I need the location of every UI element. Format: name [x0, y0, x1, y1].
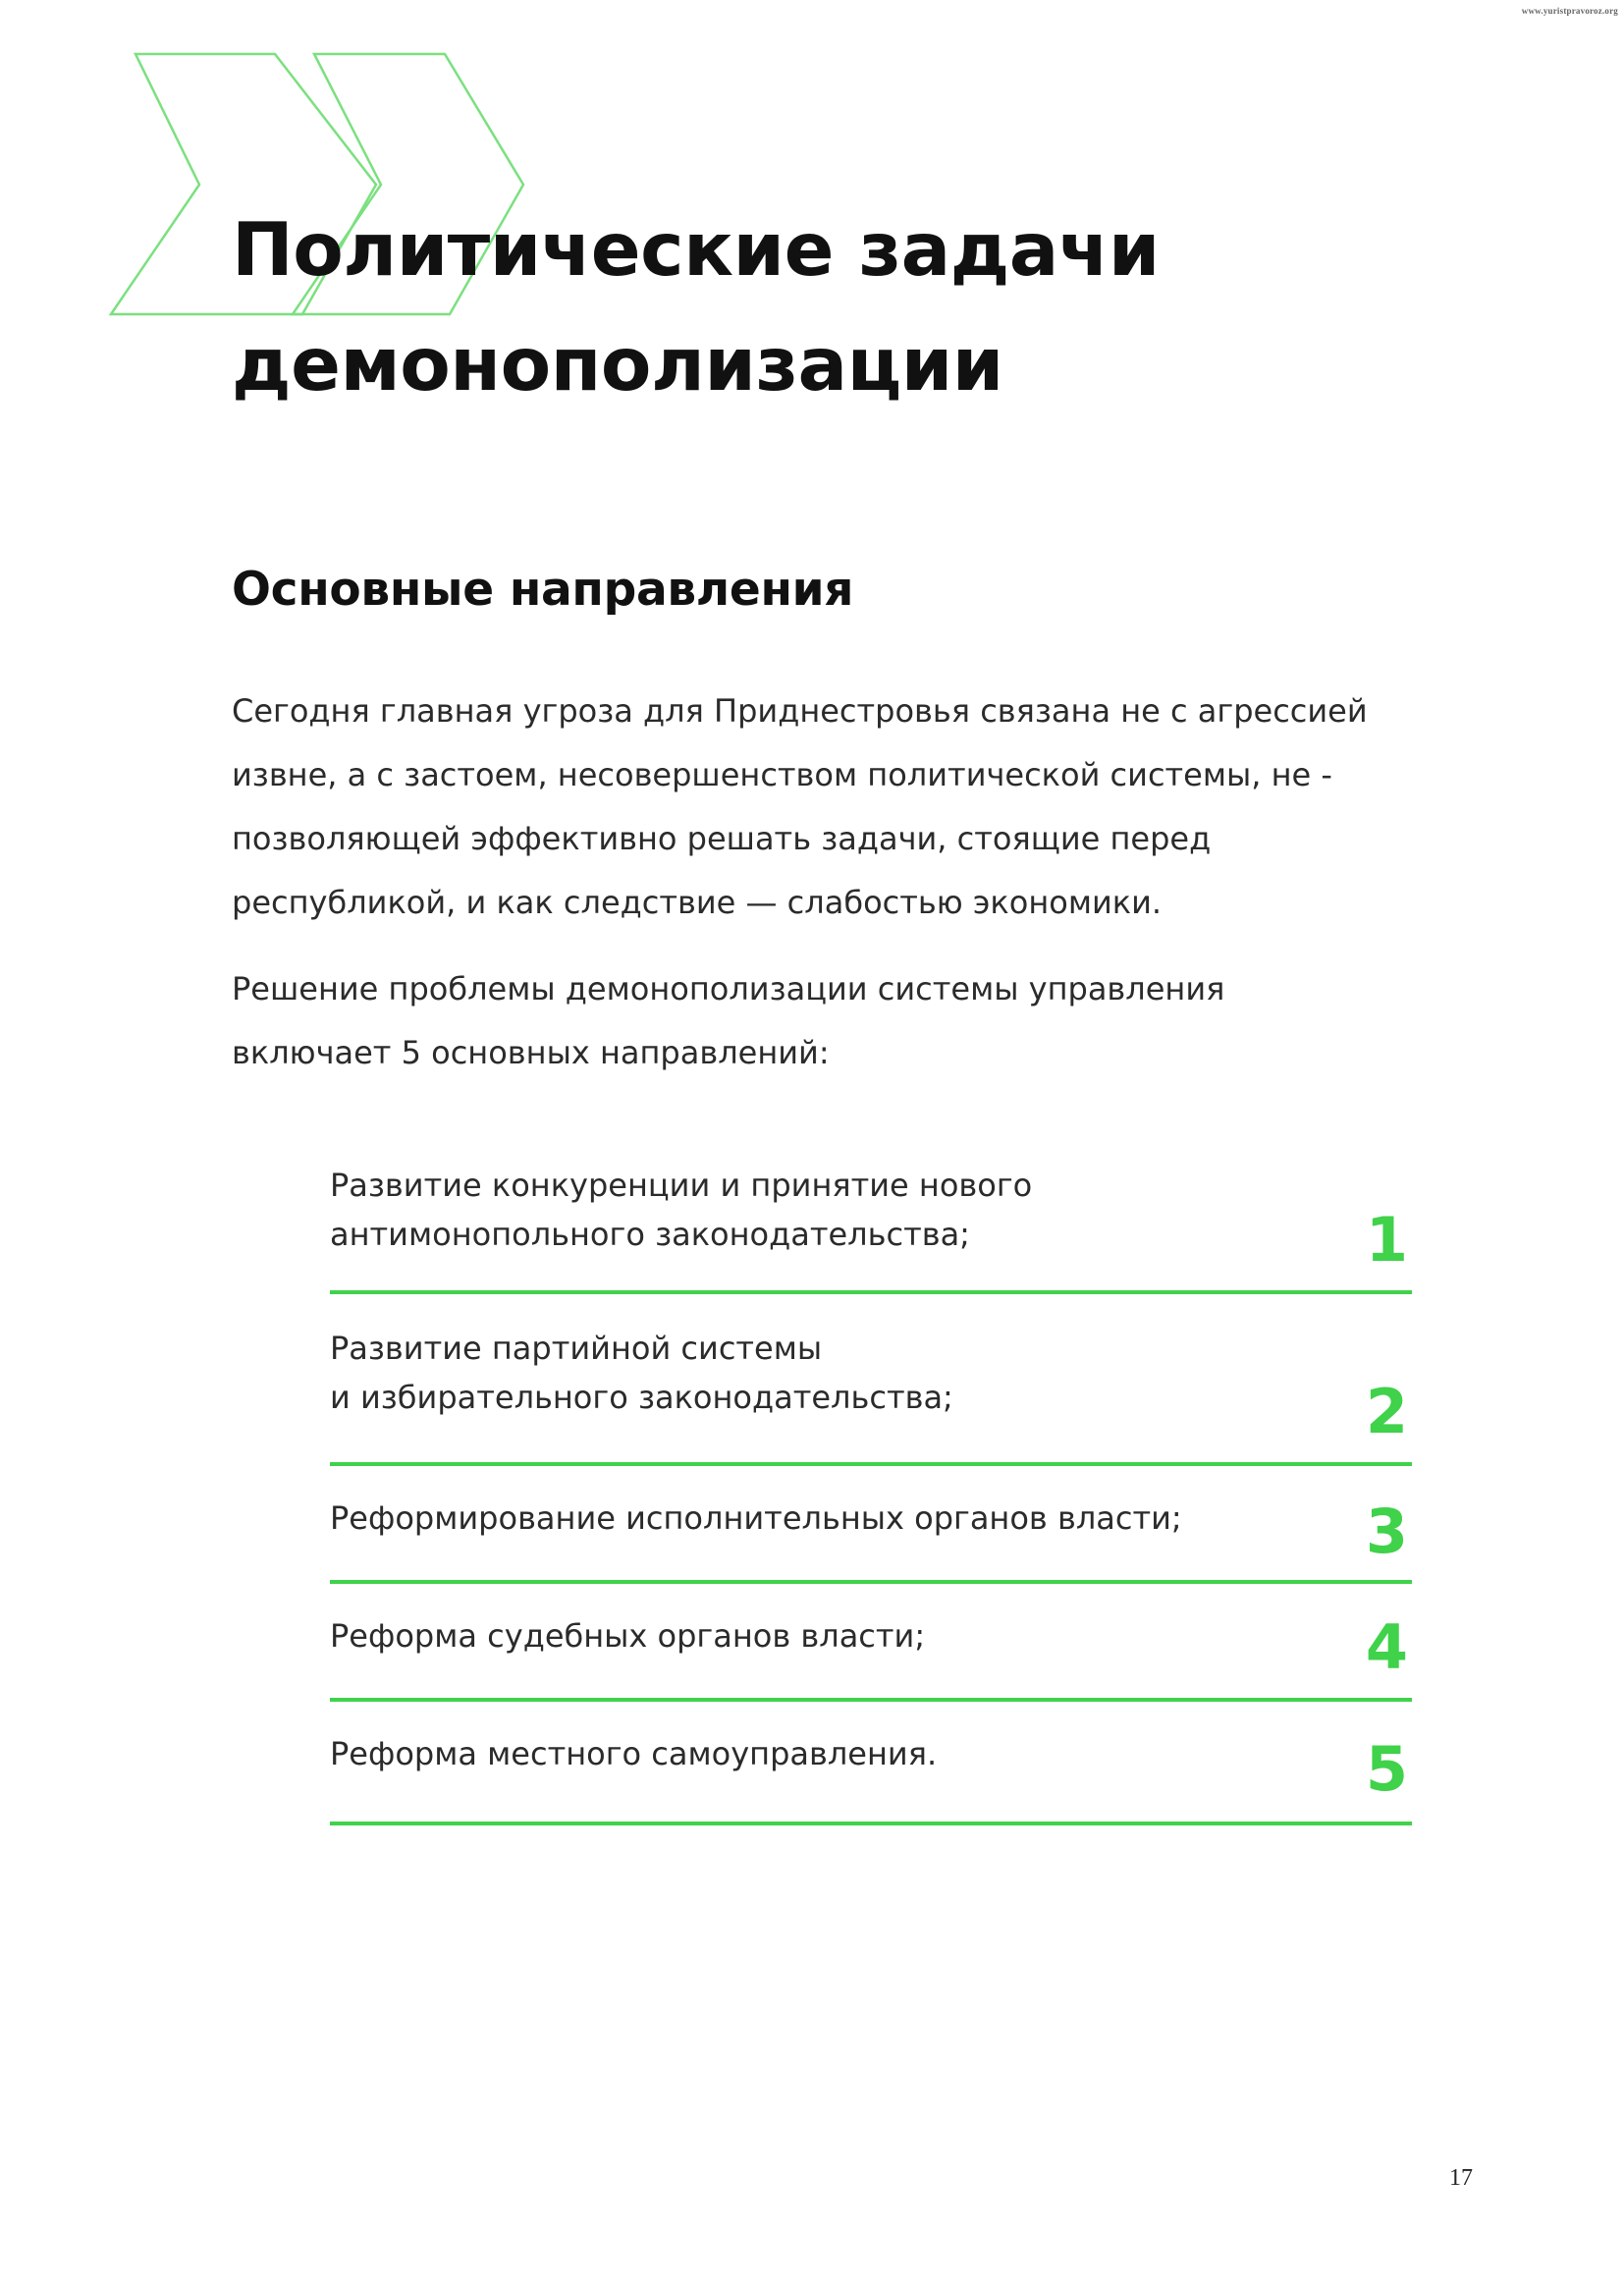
direction-text-line: Реформа судебных органов власти; — [330, 1617, 926, 1655]
direction-text-line: и избирательного законодательства; — [330, 1379, 953, 1416]
page-title — [232, 192, 1410, 422]
direction-text — [330, 1161, 1032, 1259]
direction-item — [330, 1584, 1412, 1702]
direction-text-line: Развитие конкуренции и принятие нового — [330, 1167, 1033, 1204]
section-heading: Основные направления — [232, 563, 854, 617]
direction-text — [330, 1494, 1182, 1543]
paragraph-line: Решение проблемы демонополизации системы управления — [232, 970, 1225, 1007]
direction-text-line: антимонопольного законодательства; — [330, 1216, 970, 1253]
direction-item — [330, 1294, 1412, 1466]
directions-list — [330, 1149, 1412, 1825]
direction-text-line: Развитие партийной системы — [330, 1330, 823, 1367]
direction-item — [330, 1702, 1412, 1825]
paragraph-line: Сегодня главная угроза для Приднестровья связана не с агрессией — [232, 692, 1368, 730]
direction-number: 4 — [1365, 1611, 1408, 1683]
page-title-line: демонополизации — [232, 321, 1003, 408]
paragraph-line: республикой, и как следствие — слабостью экономики. — [232, 884, 1163, 921]
direction-text — [330, 1729, 937, 1778]
direction-number: 5 — [1365, 1733, 1408, 1805]
paragraph-line: извне, а с застоем, несовершенством политической системы, не - — [232, 756, 1332, 793]
page-title-line: Политические задачи — [232, 206, 1160, 293]
page-number: 17 — [1449, 2165, 1473, 2191]
direction-number: 1 — [1365, 1204, 1408, 1276]
direction-item — [330, 1466, 1412, 1584]
paragraph-line: позволяющей эффективно решать задачи, стоящие перед — [232, 820, 1212, 857]
directions-intro-paragraph — [232, 957, 1439, 1085]
paragraph-line: включает 5 основных направлений: — [232, 1034, 830, 1071]
direction-text-line: Реформирование исполнительных органов власти; — [330, 1499, 1182, 1537]
direction-text — [330, 1324, 953, 1422]
direction-text-line: Реформа местного самоуправления. — [330, 1735, 938, 1772]
direction-number: 3 — [1365, 1496, 1408, 1567]
intro-paragraph — [232, 680, 1439, 935]
direction-text — [330, 1611, 925, 1660]
direction-number: 2 — [1365, 1376, 1408, 1447]
direction-item — [330, 1149, 1412, 1294]
watermark: www.yuristpravoroz.org — [1521, 6, 1618, 16]
